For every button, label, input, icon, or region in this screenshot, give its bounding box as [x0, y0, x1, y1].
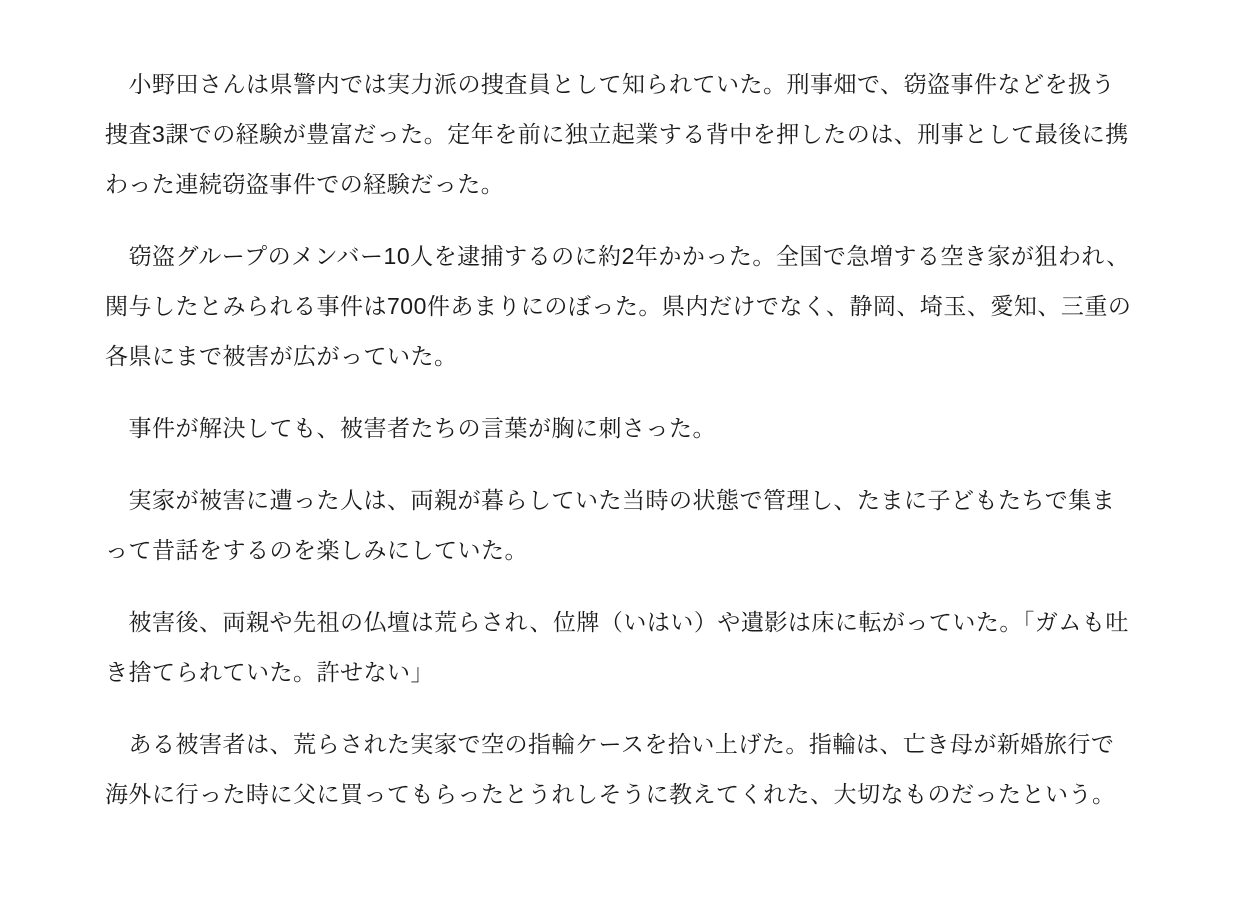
article-paragraph: 実家が被害に遭った人は、両親が暮らしていた当時の状態で管理し、たまに子どもたちで集まって昔話をするのを楽しみにしていた。	[105, 487, 1116, 563]
article-paragraph: 被害後、両親や先祖の仏壇は荒らされ、位牌（いはい）や遺影は床に転がっていた。「ガムも吐き捨てられていた。許せない」	[105, 609, 1129, 685]
article-paragraph: 窃盗グループのメンバー10人を逮捕するのに約2年かかった。全国で急増する空き家が狙われ、関与したとみられる事件は700件あまりにのぼった。県内だけでなく、静岡、埼玉、愛知、三重の各県にまで被害が広がっていた。	[105, 243, 1132, 369]
article-paragraph: ある被害者は、荒らされた実家で空の指輪ケースを拾い上げた。指輪は、亡き母が新婚旅行で海外に行った時に父に買ってもらったとうれしそうに教えてくれた、大切なものだったという。	[105, 731, 1116, 807]
article-paragraph: 小野田さんは県警内では実力派の捜査員として知られていた。刑事畑で、窃盗事件などを扱う捜査3課での経験が豊富だった。定年を前に独立起業する背中を押したのは、刑事として最後に携わった連続窃盗事件での経験だった。	[105, 71, 1129, 197]
article-paragraph: 事件が解決しても、被害者たちの言葉が胸に刺さった。	[105, 415, 716, 441]
